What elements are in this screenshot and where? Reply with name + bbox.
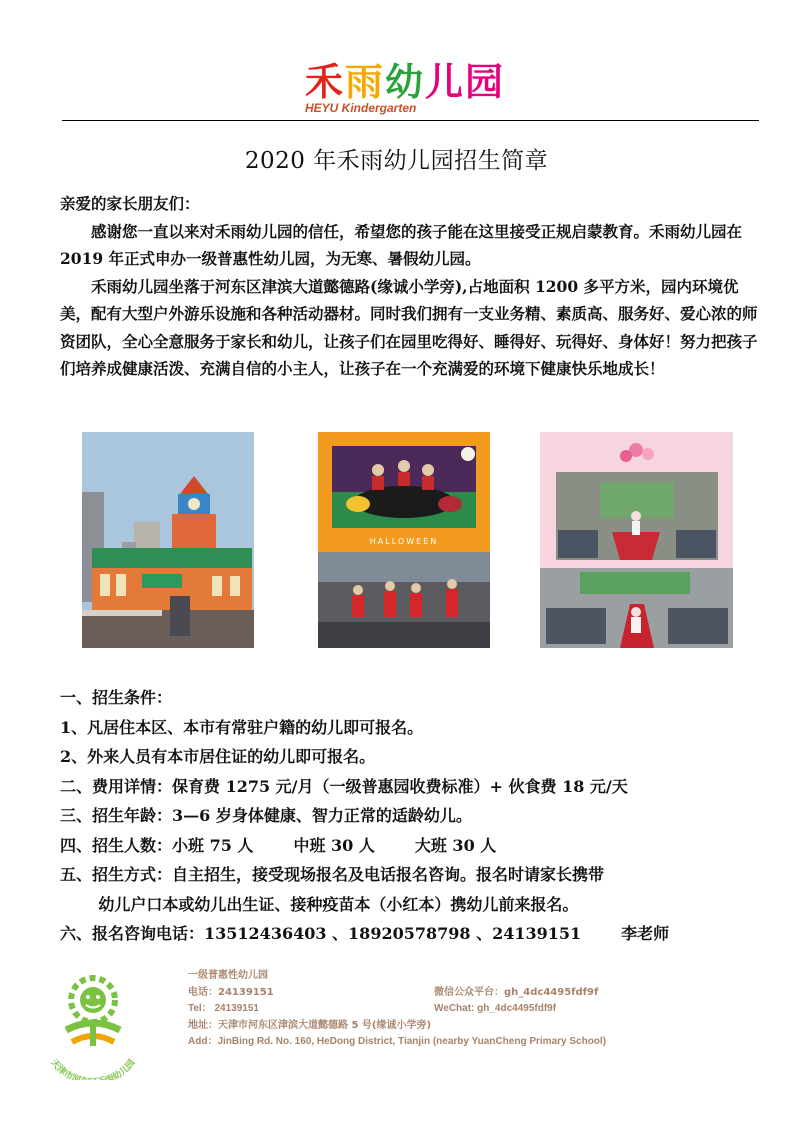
building-photo xyxy=(82,432,254,648)
section-1-title: 一、招生条件： xyxy=(60,688,173,707)
logo-char-3: 幼 xyxy=(385,60,426,104)
section-5-method-line-2: 幼儿户口本或幼儿出生证、接种疫苗本（小红本）携幼儿前来报名。 xyxy=(98,894,579,914)
footer-org-type: 一级普惠性幼儿园 xyxy=(188,970,268,981)
intro-text xyxy=(60,190,760,383)
page-title: 2020 年禾雨幼儿园招生简章 xyxy=(244,148,549,174)
section-1-item-1: 1、凡居住本区、本市有常驻户籍的幼儿即可报名。 xyxy=(60,717,424,737)
footer-wechat-en: WeChat: gh_4dc4495fdf9f xyxy=(434,1003,557,1014)
enrollment-details xyxy=(60,683,780,949)
section-5-method-line-1: 五、招生方式：自主招生，接受现场报名及电话报名咨询。报名时请家长携带 xyxy=(60,865,605,884)
halloween-caption: HALLOWEEN xyxy=(369,537,439,546)
section-4-quota xyxy=(60,831,780,861)
seal-logo xyxy=(28,960,158,1080)
logo-char-1: 禾 xyxy=(305,60,346,104)
quota-small-class: 小班 75 人 xyxy=(172,835,254,855)
footer-address-en: Add：JinBing Rd. No. 160, HeDong District, Tianjin (nearby YuanCheng Primary School) xyxy=(188,1036,607,1047)
footer-phone-cn: 电话：24139151 xyxy=(188,986,274,998)
intro-paragraph-1: 感谢您一直以来对禾雨幼儿园的信任，希望您的孩子能在这里接受正规启蒙教育。禾雨幼儿园在 2019 年正式申办一级普惠性幼儿园，为无寒、暑假幼儿园。 xyxy=(60,221,743,268)
section-1-item-2: 2、外来人员有本市居住证的幼儿即可报名。 xyxy=(60,747,376,766)
contact-person: 李老师 xyxy=(621,924,670,943)
footer-wechat-cn: 微信公众平台：gh_4dc4495fdf9f xyxy=(434,986,599,998)
header xyxy=(0,0,793,125)
quota-large-class: 大班 30 人 xyxy=(414,835,497,855)
halloween-photo xyxy=(318,432,490,648)
greeting: 亲爱的家长朋友们： xyxy=(60,194,200,213)
intro-paragraph-2: 禾雨幼儿园坐落于河东区津滨大道懿德路(缘诚小学旁),占地面积 1200 多平方米，园内环境优美，配有大型户外游乐设施和各种活动器材。同时我们拥有一支业务精、素质高、服务好、爱心浓的师资团队，全心全意服务于家长和幼儿，让孩子们在园里吃得好、睡得好、玩得好、身体好！努力把孩子们培养成健康活泼、充满自信的小主人，让孩子在一个充满爱的环境下健康快乐地成长！ xyxy=(60,276,758,378)
section-2-fees: 二、费用详情：保育费 1275 元/月（一级普惠园收费标准）+ 伙食费 18 元/天 xyxy=(60,776,628,796)
contact-label: 六、报名咨询电话： xyxy=(60,924,205,943)
logo-subtitle: HEYU Kindergarten xyxy=(305,101,417,115)
quota-label: 四、招生人数： xyxy=(60,835,173,855)
logo-char-2: 雨 xyxy=(345,60,386,104)
performance-photo xyxy=(540,432,733,648)
section-6-contact xyxy=(60,919,780,949)
footer-phone-en: Tel： 24139151 xyxy=(188,1003,259,1014)
footer-contact xyxy=(188,968,748,1051)
seal-text: 天津市河 雨幼儿园 xyxy=(48,1058,138,1080)
quota-middle-class: 中班 30 人 xyxy=(293,835,375,855)
section-3-age: 三、招生年龄：3—6 岁身体健康、智力正常的适龄幼儿。 xyxy=(60,806,472,825)
header-divider xyxy=(62,120,759,121)
contact-phones: 13512436403 、18920578798 、24139151 xyxy=(204,924,582,943)
logo-char-4: 儿园 xyxy=(425,60,506,104)
footer-address-cn: 地址：天津市河东区津滨大道懿德路 5 号(缘诚小学旁) xyxy=(188,1019,432,1031)
